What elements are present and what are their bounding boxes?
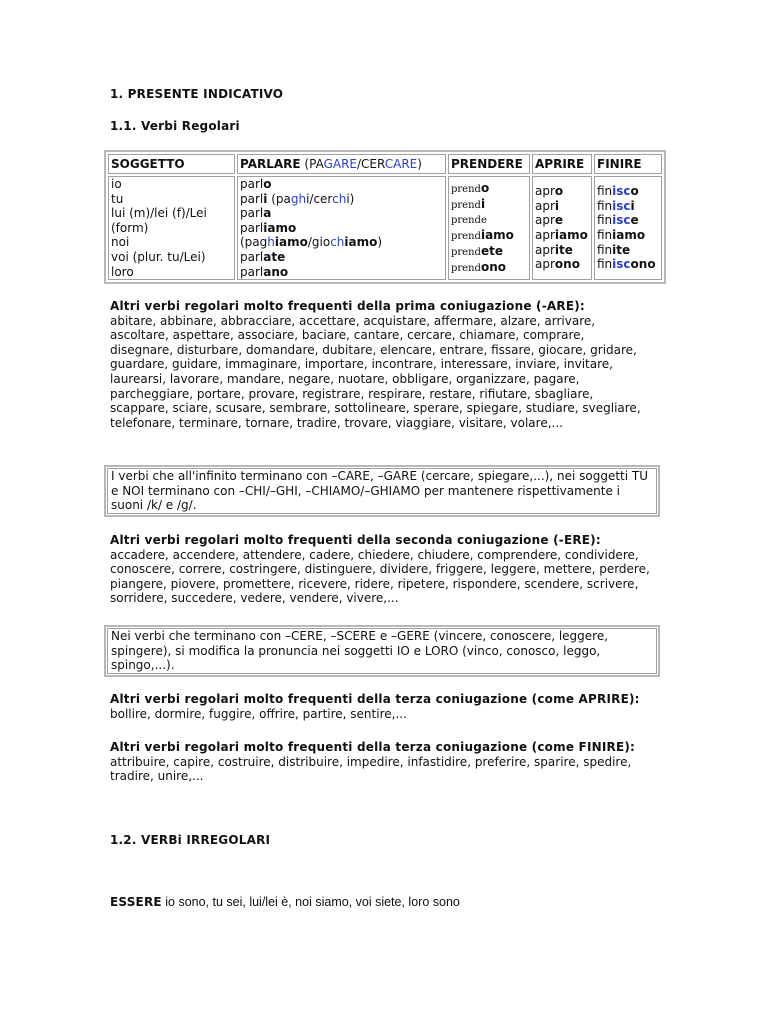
finire-voi: finite: [597, 242, 631, 257]
prendere-lui: prende: [451, 214, 487, 226]
parlare-io: parlo: [240, 177, 272, 191]
aprire-noi: apriamo: [535, 228, 588, 243]
header-prendere: PRENDERE: [448, 154, 530, 174]
third-conjugation-aprire-list: bollire, dormire, fuggire, offrire, partire, sentire,...: [110, 706, 407, 721]
prendere-loro: prendono: [451, 259, 506, 274]
parlare-noi-variant: (paghiamo/giochiamo): [240, 235, 383, 250]
subsection-regular-title: 1.1. Verbi Regolari: [110, 119, 240, 133]
subjects-cell: [108, 176, 235, 280]
aprire-voi: aprite: [535, 242, 573, 257]
subject-lui-lei: lui (m)/lei (f)/Lei: [111, 206, 207, 221]
subject-io: io: [111, 177, 122, 191]
prendere-voi: prendete: [451, 243, 503, 258]
parlare-noi: parliamo: [240, 220, 297, 235]
subsection-irregular-title: 1.2. VERBi IRREGOLARI: [110, 833, 271, 847]
aprire-tu: apri: [535, 198, 560, 213]
first-conjugation-heading: Altri verbi regolari molto frequenti della prima coniugazione (-ARE):: [110, 299, 585, 313]
third-conjugation-finire-heading: Altri verbi regolari molto frequenti della terza coniugazione (come FINIRE):: [110, 740, 636, 754]
subject-noi: noi: [111, 235, 130, 250]
first-conjugation-list: abitare, abbinare, abbracciare, accettare, acquistare, affermare, alzare, arrivare, ascoltare, aspettare, associare, baciare, cantare, cercare, chiamare, comprare, disegnare, disturbare, domandare, dubitare, elencare, entrare, fissare, giocare, gridare, guardare, guidare, immaginare, importare, incontrare, interessare, inviare, invitare, laurearsi, lavorare, mandare, negare, nuotare, obbligare, organizzare, pagare, parcheggiare, portare, provare, registrare, respirare, restare, rifiutare, sbagliare, scappare, sciare, scusare, sembrare, sottolineare, sperare, spiegare, studiare, svegliare, telefonare, terminare, tornare, tradire, trovare, viaggiare, visitare, volare,...: [110, 313, 641, 430]
care-gare-note: [104, 465, 660, 517]
second-conjugation-list: accadere, accendere, attendere, cadere, chiedere, chiudere, comprendere, condividere, conoscere, correre, costringere, distinguere, dividere, friggere, leggere, mettere, perdere, piangere, piovere, promettere, ricevere, ridere, ripetere, rispondere, scendere, scrivere, sorridere, succedere, vedere, vendere, vivere,...: [110, 547, 650, 606]
prendere-tu: prendi: [451, 196, 486, 211]
subject-tu: tu: [111, 191, 124, 206]
care-gare-note-text: I verbi che all'infinito terminano con –CARE, –GARE (cercare, spiegare,...), nei soggetti TU e NOI terminano con –CHI/–GHI, –CHIAMO/–GHIAMO per mantenere rispettivamente i suoni /k/ e /g/.: [107, 468, 657, 514]
cere-gere-note-text: Nei verbi che terminano con –CERE, –SCERE e –GERE (vincere, conoscere, leggere, spingere), si modifica la pronuncia nei soggetti IO e LORO (vinco, conosco, leggo, spingo,...).: [107, 628, 657, 674]
table-header-row: [108, 154, 662, 174]
finire-io: finisco: [597, 184, 639, 199]
second-conjugation-paragraph: [110, 533, 650, 606]
parlare-tu: parli (paghi/cerchi): [240, 191, 355, 206]
parlare-lui: parla: [240, 206, 272, 221]
prendere-noi: prendiamo: [451, 227, 514, 242]
prendere-io: prendo: [451, 180, 490, 195]
first-conjugation-paragraph: [110, 299, 650, 430]
third-conjugation-finire-list: attribuire, capire, costruire, distribuire, impedire, infastidire, preferire, sparire, spedire, tradire, unire,...: [110, 754, 632, 784]
aprire-lui: apre: [535, 213, 564, 228]
finire-lui: finisce: [597, 213, 639, 228]
finire-noi: finiamo: [597, 228, 646, 243]
cere-gere-note: [104, 625, 660, 677]
parlare-voi: parlate: [240, 249, 286, 264]
table-row: [108, 176, 662, 280]
third-conjugation-aprire-paragraph: [110, 692, 650, 721]
parlare-cell: [237, 176, 446, 280]
subject-form: (form): [111, 220, 149, 235]
subject-loro: loro: [111, 264, 134, 279]
conjugation-table: [104, 150, 666, 284]
header-finire: FINIRE: [594, 154, 662, 174]
section-title: 1. PRESENTE INDICATIVO: [110, 87, 284, 101]
header-parlare: PARLARE (PAGARE/CERCARE): [237, 154, 446, 174]
subject-voi: voi (plur. tu/Lei): [111, 249, 206, 264]
parlare-loro: parlano: [240, 264, 289, 279]
prendere-cell: [448, 176, 530, 280]
third-conjugation-aprire-heading: Altri verbi regolari molto frequenti della terza coniugazione (come APRIRE):: [110, 692, 640, 706]
finire-loro: finiscono: [597, 257, 656, 272]
finire-cell: [594, 176, 662, 280]
aprire-io: apro: [535, 184, 564, 199]
finire-tu: finisci: [597, 198, 635, 213]
essere-label: ESSERE: [110, 895, 162, 909]
third-conjugation-finire-paragraph: [110, 740, 650, 784]
aprire-loro: aprono: [535, 257, 580, 272]
aprire-cell: [532, 176, 592, 280]
header-soggetto: SOGGETTO: [108, 154, 235, 174]
essere-conjugation: io sono, tu sei, lui/lei è, noi siamo, voi siete, loro sono: [161, 895, 460, 909]
essere-line: [110, 895, 460, 909]
second-conjugation-heading: Altri verbi regolari molto frequenti della seconda coniugazione (-ERE):: [110, 533, 601, 547]
header-aprire: APRIRE: [532, 154, 592, 174]
